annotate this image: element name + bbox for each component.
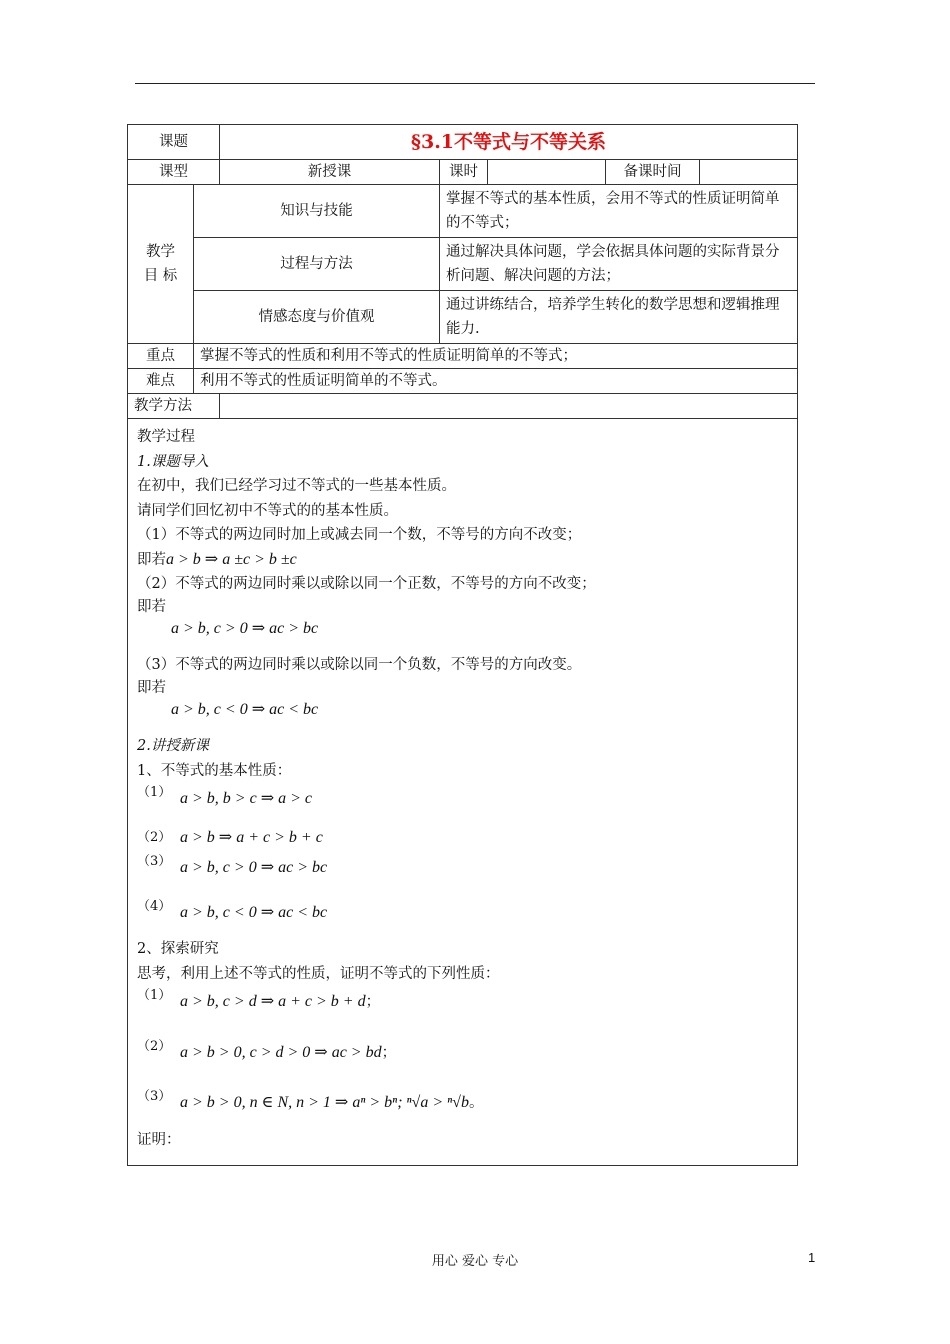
- method-label: 教学方法: [128, 394, 220, 419]
- prep-time-label: 备课时间: [606, 160, 700, 185]
- formula: [137, 698, 788, 723]
- formula: a > b > 0, n ∈ N, n > 1 ⇒ aⁿ > bⁿ; ⁿ√a > ⁿ√b: [180, 1094, 469, 1111]
- type-label: 课型: [128, 160, 220, 185]
- property-item: [137, 826, 788, 851]
- property-text: （1）不等式的两边同时加上或减去同一个数，不等号的方向不改变；: [137, 527, 582, 543]
- period-label: 课时: [440, 160, 488, 185]
- formula-tail: ；: [365, 994, 381, 1010]
- prep-time-value: [700, 160, 798, 185]
- item-number: （3）: [137, 1089, 172, 1104]
- formula-lead: 即若: [137, 551, 166, 568]
- type-value: 新授课: [220, 160, 440, 185]
- property-text: （2）不等式的两边同时乘以或除以同一个正数，不等号的方向不改变；: [137, 576, 596, 592]
- teaching-process: [128, 419, 798, 1166]
- proof-label: 证明：: [137, 1131, 181, 1148]
- difficulty-value: 利用不等式的性质证明简单的不等式。: [194, 369, 798, 394]
- key-point-label: 重点: [128, 344, 194, 369]
- explore-item: [137, 1038, 788, 1066]
- objective-name: 过程与方法: [194, 238, 440, 291]
- objective-desc: 掌握不等式的基本性质，会用不等式的性质证明简单的不等式；: [440, 185, 798, 238]
- item-number: （3）: [137, 854, 172, 869]
- objective-desc: 通过讲练结合，培养学生转化的数学思想和逻辑推理能力.: [440, 291, 798, 344]
- explore-item: [137, 990, 788, 1015]
- page-number: 1: [808, 1250, 816, 1265]
- formula-lead: 即若: [137, 598, 166, 615]
- formula: a > b, b > c ⇒ a > c: [180, 790, 312, 807]
- property-item: [137, 787, 788, 812]
- item-number: （2）: [137, 1038, 172, 1054]
- objective-name: 情感态度与价值观: [194, 291, 440, 344]
- paragraph: 思考，利用上述不等式的性质，证明不等式的下列性质：: [137, 965, 500, 982]
- lesson-title: §3.1不等式与不等关系: [220, 125, 798, 160]
- formula: a > b ⇒ a + c > b + c: [180, 828, 323, 846]
- item-number: （4）: [137, 898, 172, 914]
- lesson-plan-table: [127, 124, 798, 1166]
- formula-tail: 。: [468, 1095, 484, 1111]
- formula-lead: 即若: [137, 679, 166, 696]
- formula-text: a > b, c > 0 ⇒ ac > bc: [171, 619, 319, 637]
- period-value: [488, 160, 606, 185]
- item-number: （2）: [137, 829, 172, 845]
- item-number: （1）: [137, 785, 172, 800]
- subsection-title: 2、探索研究: [137, 941, 219, 957]
- subsection-title: 1、不等式的基本性质：: [137, 762, 292, 779]
- formula: a > b > 0, c > d > 0 ⇒ ac > bd: [180, 1043, 382, 1061]
- objective-name: 知识与技能: [194, 185, 440, 238]
- explore-item: [137, 1091, 788, 1116]
- item-number: （1）: [137, 988, 172, 1003]
- property-item: [137, 856, 788, 881]
- topic-label: 课题: [128, 125, 220, 160]
- difficulty-label: 难点: [128, 369, 194, 394]
- section-title: 1.课题导入: [137, 453, 209, 470]
- process-title: 教学过程: [137, 429, 195, 445]
- objectives-label: 教学 目 标: [128, 185, 194, 344]
- page-footer: 用心 爱心 专心: [431, 1254, 519, 1269]
- property-text: （3）不等式的两边同时乘以或除以同一个负数，不等号的方向改变。: [137, 657, 582, 673]
- section-title: 2.讲授新课: [137, 738, 209, 754]
- formula-line: [137, 548, 788, 573]
- objective-desc: 通过解决具体问题，学会依据具体问题的实际背景分析问题、解决问题的方法；: [440, 238, 798, 291]
- header-rule: [135, 83, 815, 84]
- formula-tail: ；: [381, 1044, 397, 1061]
- method-value: [220, 394, 798, 419]
- paragraph: 请同学们回忆初中不等式的的基本性质。: [137, 502, 398, 519]
- property-item: [137, 898, 788, 926]
- key-point-value: 掌握不等式的性质和利用不等式的性质证明简单的不等式；: [194, 344, 798, 369]
- formula: a > b, c < 0 ⇒ ac < bc: [180, 903, 328, 921]
- paragraph: 在初中，我们已经学习过不等式的一些基本性质。: [137, 478, 456, 494]
- formula: a > b ⇒ a ±c > b ±c: [166, 550, 297, 568]
- formula: [137, 617, 788, 642]
- formula-text: a > b, c < 0 ⇒ ac < bc: [171, 700, 319, 718]
- formula: a > b, c > 0 ⇒ ac > bc: [180, 859, 328, 876]
- formula: a > b, c > d ⇒ a + c > b + d: [180, 993, 366, 1010]
